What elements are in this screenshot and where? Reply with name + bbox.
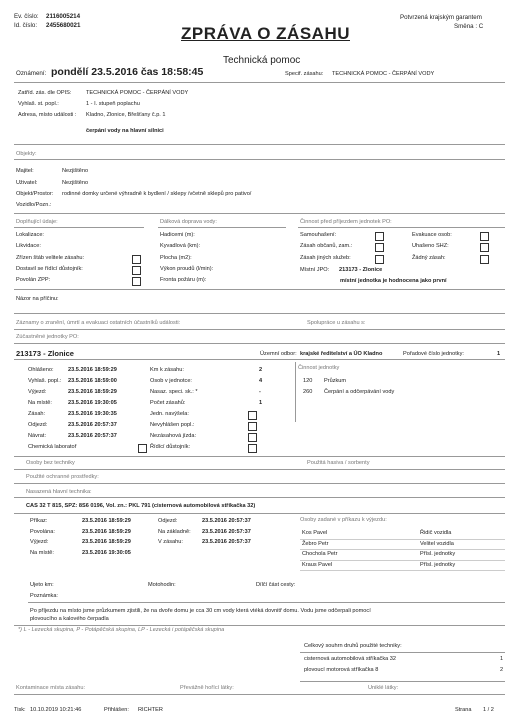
unit-time-value: 23.5.2016 19:30:35 [68,411,117,417]
crew-name: Kraus Pavel [302,561,333,568]
lab-checkbox[interactable] [138,444,147,453]
crew-name: Kos Pavel [302,530,328,536]
unikle-label: Uniklé látky: [368,685,399,691]
zpp-checkbox[interactable] [132,277,141,286]
vehicle-note-label: Vozidlo/Pozn.: [16,202,52,208]
cinnost-code: 120 [303,378,313,384]
summary-item-count: 1 [500,656,504,662]
divider [14,289,505,290]
unit-time-label: Odjezd: [28,422,48,428]
divider [14,469,505,470]
vehicle-time-label: Výjezd: [30,539,49,545]
zpp-label: Povolán ZPP: [16,277,51,283]
cooperation-label: Spolupráce u zásahu s: [307,320,366,326]
jinych-label: Zásah jiných služeb: [300,255,351,261]
note-line-2: plovoucího a kalového čerpadla [30,616,109,622]
level-value: 1 - I. stupeň poplachu [86,101,140,107]
unit-time-value: 23.5.2016 20:57:37 [68,422,117,428]
address-label: Adresa, místo události : [18,112,77,118]
stab-checkbox[interactable] [132,255,141,264]
fronta-label: Fronta požáru (m): [160,277,207,283]
summary-item-name: plovoucí motorová stříkačka 8 [304,667,379,673]
extra-col3-head: Činnost před příjezdem jednotek PO: [300,219,392,225]
vykon-label: Výkon proudů (l/min): [160,266,214,272]
report-subtitle: Technická pomoc [223,55,301,66]
divider [14,144,505,145]
user-label: Uživatel: [16,180,38,186]
cinnost-text: Průzkum [324,378,347,384]
divider [14,159,505,160]
mistni-note: místní jednotka je hodnocena jako první [340,278,447,284]
page-value: 1 / 2 [483,707,494,713]
lab-label: Chemická laboratoř [28,444,77,450]
confirmed-note: Potvrzená krajským garantem [400,14,482,21]
technika-value: CAS 32 T 815, SPZ: 8S6 0196, Vol. zn.: PKL 791 (cisternová automobilová stříkačka 32) [26,503,256,509]
ev-number-label: Ev. číslo: [14,13,39,20]
divider [28,602,505,603]
summary-label: Celkový souhrn druhů použité techniky: [304,643,402,649]
unit-time-label: Zásah: [28,411,46,417]
summary-item-count: 2 [500,667,504,673]
notified-label: Oznámení: [16,70,47,77]
likvidace-label: Likvidace: [16,243,41,249]
kontaminace-label: Kontaminace místa zásahu: [16,685,86,691]
poznamka-label: Poznámka: [30,593,58,599]
crew-role: Přísl. jednotky [420,561,456,568]
page-label: Strana [455,707,472,713]
report-title: ZPRÁVA O ZÁSAHU [181,24,350,43]
samohaseni-checkbox[interactable] [375,232,384,241]
unit-stat-checkbox[interactable] [248,444,257,453]
uhaseno-checkbox[interactable] [480,243,489,252]
divider [14,625,505,626]
object-value: rodinné domky určené výhradně k bydlení / sklepy /včetně sklepů pro pativo/ [62,191,252,197]
divider [14,497,505,498]
owner-value: Nezjištěno [62,168,89,174]
divider [300,539,505,540]
divider [14,329,505,330]
obcane-label: Zásah občanů, zam.: [300,243,353,249]
spec-value: TECHNICKÁ POMOC - ČERPÁNÍ VODY [332,71,435,77]
unit-time-label: Výjezd: [28,389,47,395]
divider [14,227,144,228]
odbor-value: krajské ředitelství a ÚO Kladno [300,351,383,357]
unit-time-label: Ohlášeno: [28,367,54,373]
cinnost-code: 260 [303,389,313,395]
unit-time-value: 23.5.2016 18:59:00 [68,378,117,384]
dostavil-label: Dostavil se řídící důstojník: [16,266,83,272]
divider [14,694,505,695]
stab-label: Zřízen štáb velitele zásahu: [16,255,85,261]
address-value: Kladno, Zlonice, Břešťany č.p. 1 [86,112,166,118]
level-label: Vyhlaš. st. popl.: [18,101,59,107]
plocha-label: Plocha (m2): [160,255,192,261]
evakuace-checkbox[interactable] [480,232,489,241]
unit-stat-value: 4 [259,378,263,384]
extra-col1-head: Doplňující údaje: [16,219,58,225]
divider [14,213,505,214]
zadny-label: Žádný zásah: [412,255,446,261]
evakuace-label: Evakuace osob: [412,232,452,238]
crew-label: Osoby zadané v příkazu k výjezdu: [300,517,387,523]
ev-number: 2116005214 [46,13,81,20]
object-label: Objekt/Prostor: [16,191,54,197]
cinnost-label: Činnost jednotky [298,365,340,371]
mistni-value: 213173 - Zlonice [339,267,383,273]
lokalizace-label: Lokalizace: [16,232,44,238]
zadny-checkbox[interactable] [480,255,489,264]
divider [300,652,505,653]
crew-role: Řidič vozidla [420,530,452,536]
note-line-1: Po příjezdu na místo jsme průzkumem zjistili, že na dvoře domu je cca 30 cm vody která vtéká dovnitř domu. Vodu jsme odčerpali pomocí [30,608,371,614]
divider [14,513,505,514]
vehicle-time-label: Odjezd: [158,518,178,524]
summary-item-name: cisternová automobilová stříkačka 32 [304,656,397,662]
print-label: Tisk: [14,707,26,713]
shift: Směna : C [454,23,484,30]
extra-col2-head: Dálková doprava vody: [160,219,217,225]
vehicle-time-value: 23.5.2016 20:57:37 [202,539,251,545]
unit-time-value: 23.5.2016 19:30:05 [68,400,117,406]
divider [14,82,505,83]
ujeto-label: Ujeto km: [30,582,54,588]
objects-label: Objekty: [16,151,37,157]
unit-stat-label: Nevyhlášen popl.: [150,422,195,428]
prostredky-label: Použité ochranné prostředky: [26,474,99,480]
unit-stat-checkbox[interactable] [248,422,257,431]
unit-stat-checkbox[interactable] [248,411,257,420]
unit-time-label: Vyhlaš. popl.: [28,378,62,384]
unit-stat-label: Nasaz. speci. sk.: * [150,389,198,395]
divider [295,362,296,422]
divider [298,227,505,228]
unit-stat-label: Km k zásahu: [150,367,184,373]
cinnost-text: Čerpání a odčerpávání vody [324,389,395,395]
hadice-label: Hadicemi (m): [160,232,195,238]
technika-label: Nasazená hlavní technika: [26,489,92,495]
divider [300,681,505,682]
footnote: *) L - Lezecká skupina, P - Potápěčská skupina, LP - Lezecká i potápěčská skupina [18,627,225,633]
uhaseno-label: Uhašeno SHZ: [412,243,449,249]
samohaseni-label: Samouhašení: [300,232,337,238]
divider [300,560,505,561]
vehicle-time-value: 23.5.2016 19:30:05 [82,549,131,556]
divider [158,227,286,228]
divider [14,359,505,360]
unit-stat-value: 2 [259,367,263,373]
vehicle-time-label: Příkaz: [30,518,48,524]
vehicle-time-value: 23.5.2016 18:59:29 [82,528,131,535]
user-login-label: Přihlášen: [104,707,129,713]
unit-stat-label: Nezásahová jízda: [150,433,197,439]
user-value: Nezjištěno [62,180,89,186]
owner-label: Majitel: [16,168,34,174]
hasivo-label: Použitá hasiva / sorbenty [307,460,370,466]
units-label: Zúčastněné jednotky PO: [16,334,79,340]
crew-name: Žebro Petr [302,540,329,547]
order-label: Pořadové číslo jednotky: [403,351,464,357]
crew-role: Přísl. jednotky [420,551,456,557]
unit-stat-label: Řídící důstojník: [150,444,191,450]
notified-datetime: pondělí 23.5.2016 čas 18:58:45 [51,66,204,78]
mistni-label: Místní JPO: [300,267,330,273]
unit-stat-label: Počet zásahů: [150,400,186,406]
kyvadlova-label: Kyvadlová (km): [160,243,201,249]
vehicle-time-value: 23.5.2016 18:59:29 [82,518,131,524]
vehicle-time-value: 23.5.2016 18:59:29 [82,539,131,545]
dostavil-checkbox[interactable] [132,266,141,275]
jinych-checkbox[interactable] [375,255,384,264]
id-number: 2455680021 [46,22,81,29]
opis-value: TECHNICKÁ POMOC - ČERPÁNÍ VODY [86,90,189,96]
prevazne-label: Převážně hořící látky: [180,685,234,691]
divider [14,313,505,314]
unit-name: 213173 - Zlonice [16,349,74,358]
print-value: 10.10.2019 10:21:46 [30,707,82,713]
unit-time-value: 23.5.2016 18:59:29 [68,367,117,373]
vehicle-time-label: V zásahu: [158,539,183,545]
unit-stat-value: 1 [259,400,263,406]
user-login-value: RICHTER [138,707,163,713]
vehicle-time-value: 23.5.2016 20:57:37 [202,528,251,535]
vehicle-time-label: Na základně: [158,528,191,535]
divider [14,483,505,484]
spec-label: Specif. zásahu: [285,71,324,77]
id-number-label: Id. číslo: [14,22,38,29]
vehicle-time-label: Povolána: [30,528,55,535]
vehicle-time-value: 23.5.2016 20:57:37 [202,518,251,524]
unit-stat-label: Jedn. navýšela: [150,411,189,417]
divider [14,456,505,457]
obcane-checkbox[interactable] [375,243,384,252]
unit-time-value: 23.5.2016 20:57:37 [68,433,117,439]
divider [14,343,505,344]
unit-time-value: 23.5.2016 18:59:29 [68,389,117,395]
odbor-label: Územní odbor: [260,351,297,357]
unit-stat-checkbox[interactable] [248,433,257,442]
vehicle-time-label: Na místě: [30,549,54,556]
unit-stat-value: - [259,389,261,395]
crew-role: Velitel vozidla [420,540,454,547]
divider [300,549,505,550]
dilci-label: Dílčí část cesty: [256,582,296,588]
injury-label: Záznamy o zranění, úmrtí a evakuaci ostatních účastníků události: [16,320,181,326]
motohodin-label: Motohodin: [148,582,176,588]
divider [300,570,505,571]
opis-label: Zatříd. zás. dle OPIS: [18,90,72,96]
crew-name: Chochola Petr [302,551,338,557]
unit-time-label: Návrat: [28,433,47,439]
osoby-label: Osoby bez techniky [26,460,75,466]
unit-stat-label: Osob v jednotce: [150,378,192,384]
event-description: čerpání vody na hlavní silnici [86,128,164,134]
order-value: 1 [497,351,501,357]
cause-label: Názor na příčinu: [16,296,59,302]
unit-time-label: Na místě: [28,400,52,406]
